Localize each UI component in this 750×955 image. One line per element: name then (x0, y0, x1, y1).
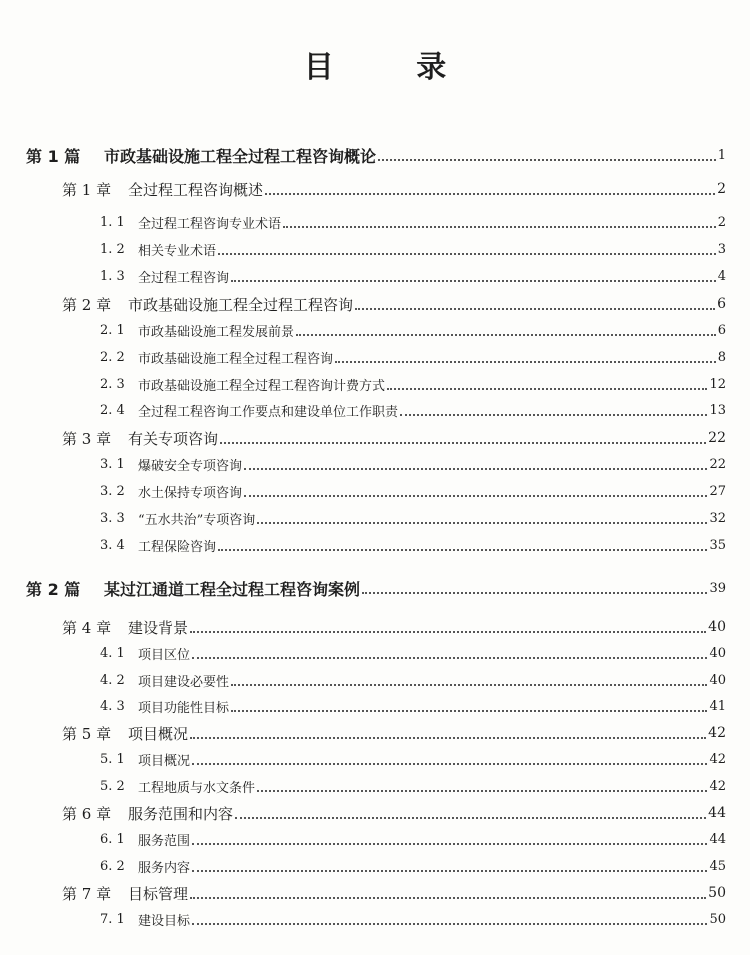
dot-leader (192, 870, 707, 872)
toc-entry-number: 2. 3 (100, 376, 125, 392)
toc-entry-number: 第 7 章 (62, 884, 112, 903)
toc-entry-section (100, 852, 726, 880)
toc-entry-page: 1 (717, 147, 726, 163)
toc-entry-section (100, 745, 726, 773)
toc-entry-section (100, 531, 726, 559)
toc-entry-number: 3. 2 (100, 483, 125, 499)
dot-leader (378, 159, 716, 161)
dot-leader (220, 442, 706, 444)
toc-entry-number: 2. 4 (100, 402, 125, 418)
toc-entry-chapter (62, 613, 726, 641)
toc-entry-page: 27 (709, 483, 726, 499)
toc-entry-page: 40 (709, 672, 726, 688)
toc-entry-title: 工程保险咨询 (138, 539, 217, 555)
page-title: 目 录 (303, 50, 483, 85)
toc-entry-number: 6. 1 (100, 831, 125, 847)
dot-leader (362, 592, 707, 594)
toc-entry-title: 某过江通道工程全过程工程咨询案例 (104, 579, 361, 599)
toc-entry-number: 2. 2 (100, 349, 125, 365)
toc-entry-chapter (62, 799, 726, 827)
toc-entry-section (100, 639, 726, 667)
toc-entry-number: 3. 3 (100, 510, 125, 526)
toc-entry-page: 40 (708, 619, 726, 635)
dot-leader (257, 790, 707, 792)
toc-entry-title: 项目概况 (128, 724, 189, 743)
dot-leader (265, 193, 715, 195)
toc-entry-title: 市政基础设施工程全过程工程咨询概论 (104, 146, 377, 166)
dot-leader (190, 897, 706, 899)
toc-entry-number: 1. 1 (100, 214, 125, 230)
toc-entry-section (100, 396, 726, 424)
toc-entry-title: 服务范围和内容 (128, 804, 234, 823)
toc-entry-chapter (62, 424, 726, 452)
toc-entry-title: 全过程工程咨询 (138, 270, 230, 286)
toc-entry-title: 建设目标 (138, 913, 191, 929)
toc-entry-section (100, 370, 726, 398)
toc-entry-page: 22 (708, 430, 726, 446)
dot-leader (218, 549, 707, 551)
toc-entry-section (100, 208, 726, 236)
toc-entry-number: 2. 1 (100, 322, 125, 338)
toc-entry-section (100, 235, 726, 263)
toc-entry-title: 相关专业术语 (138, 243, 217, 259)
toc-entry-title: 有关专项咨询 (128, 429, 219, 448)
toc-entry-part (26, 141, 726, 169)
toc-entry-section (100, 772, 726, 800)
toc-entry-page: 44 (708, 805, 726, 821)
toc-entry-page: 8 (717, 349, 726, 365)
toc-entry-number: 4. 1 (100, 645, 125, 661)
toc-entry-page: 39 (709, 580, 726, 596)
toc-entry-page: 50 (709, 911, 726, 927)
toc-entry-title: “五水共治”专项咨询 (138, 512, 256, 528)
toc-entry-page: 41 (709, 698, 726, 714)
toc-entry-title: 项目建设必要性 (138, 674, 230, 690)
toc-entry-number: 5. 2 (100, 778, 125, 794)
toc-entry-page: 2 (717, 214, 726, 230)
toc-entry-title: 服务范围 (138, 833, 191, 849)
toc-entry-title: 建设背景 (128, 618, 189, 637)
dot-leader (192, 923, 707, 925)
toc-entry-number: 第 5 章 (62, 724, 112, 743)
toc-entry-number: 第 1 篇 (26, 146, 81, 166)
toc-entry-number: 1. 2 (100, 241, 125, 257)
dot-leader (387, 388, 707, 390)
dot-leader (244, 468, 707, 470)
toc-entry-page: 35 (709, 537, 726, 553)
toc-entry-title: 项目功能性目标 (138, 700, 230, 716)
toc-entry-number: 5. 1 (100, 751, 125, 767)
toc-entry-page: 32 (709, 510, 726, 526)
toc-entry-page: 45 (709, 858, 726, 874)
toc-entry-page: 3 (717, 241, 726, 257)
toc-entry-page: 42 (709, 778, 726, 794)
toc-entry-number: 4. 2 (100, 672, 125, 688)
toc-entry-section (100, 504, 726, 532)
dot-leader (231, 710, 707, 712)
toc-entry-title: 市政基础设施工程全过程工程咨询 (138, 351, 334, 367)
dot-leader (235, 817, 706, 819)
dot-leader (355, 308, 715, 310)
toc-entry-section (100, 825, 726, 853)
toc-entry-number: 6. 2 (100, 858, 125, 874)
toc-entry-page: 42 (709, 751, 726, 767)
toc-entry-title: 水土保持专项咨询 (138, 485, 243, 501)
toc-entry-number: 第 3 章 (62, 429, 112, 448)
dot-leader (296, 334, 716, 336)
toc-entry-section (100, 343, 726, 371)
toc-entry-section (100, 692, 726, 720)
toc-entry-page: 6 (717, 296, 726, 312)
toc-entry-page: 2 (717, 181, 726, 197)
dot-leader (283, 226, 716, 228)
toc-entry-number: 3. 4 (100, 537, 125, 553)
toc-entry-number: 第 2 章 (62, 295, 112, 314)
toc-entry-page: 40 (709, 645, 726, 661)
toc-entry-title: 服务内容 (138, 860, 191, 876)
toc-entry-number: 1. 3 (100, 268, 125, 284)
toc-entry-title: 市政基础设施工程全过程工程咨询计费方式 (138, 378, 386, 394)
toc-entry-number: 第 6 章 (62, 804, 112, 823)
toc-entry-title: 市政基础设施工程全过程工程咨询 (128, 295, 354, 314)
toc-entry-number: 第 1 章 (62, 180, 112, 199)
toc-entry-page: 4 (717, 268, 726, 284)
toc-entry-number: 第 4 章 (62, 618, 112, 637)
toc-entry-page: 12 (709, 376, 726, 392)
dot-leader (192, 657, 707, 659)
toc-entry-section (100, 450, 726, 478)
dot-leader (192, 763, 707, 765)
toc-entry-number: 4. 3 (100, 698, 125, 714)
toc-entry-page: 42 (708, 725, 726, 741)
toc-entry-number: 第 2 篇 (26, 579, 81, 599)
toc-entry-title: 目标管理 (128, 884, 189, 903)
dot-leader (192, 843, 707, 845)
toc-entry-page: 44 (709, 831, 726, 847)
dot-leader (190, 737, 706, 739)
toc-entry-chapter (62, 719, 726, 747)
dot-leader (244, 495, 707, 497)
toc-entry-chapter (62, 290, 726, 318)
dot-leader (257, 522, 707, 524)
toc-entry-title: 项目区位 (138, 647, 191, 663)
toc-entry-chapter (62, 879, 726, 907)
toc-entry-title: 爆破安全专项咨询 (138, 458, 243, 474)
toc-entry-number: 7. 1 (100, 911, 125, 927)
toc-entry-page: 13 (709, 402, 726, 418)
toc-entry-section (100, 905, 726, 933)
dot-leader (190, 631, 706, 633)
toc-entry-section (100, 666, 726, 694)
toc-entry-section (100, 262, 726, 290)
toc-entry-section (100, 477, 726, 505)
toc-entry-title: 项目概况 (138, 753, 191, 769)
dot-leader (400, 414, 707, 416)
toc-entry-page: 22 (709, 456, 726, 472)
toc-entry-chapter (62, 175, 726, 203)
toc-entry-number: 3. 1 (100, 456, 125, 472)
dot-leader (231, 684, 707, 686)
toc-entry-title: 市政基础设施工程发展前景 (138, 324, 295, 340)
toc-entry-title: 全过程工程咨询概述 (128, 180, 264, 199)
toc-entry-title: 全过程工程咨询专业术语 (138, 216, 282, 232)
toc-entry-title: 全过程工程咨询工作要点和建设单位工作职责 (138, 404, 399, 420)
dot-leader (231, 280, 716, 282)
toc-entry-page: 6 (717, 322, 726, 338)
dot-leader (335, 361, 716, 363)
toc-entry-section (100, 316, 726, 344)
toc-entry-page: 50 (708, 885, 726, 901)
dot-leader (218, 253, 716, 255)
toc-entry-title: 工程地质与水文条件 (138, 780, 256, 796)
toc-entry-part (26, 574, 726, 602)
